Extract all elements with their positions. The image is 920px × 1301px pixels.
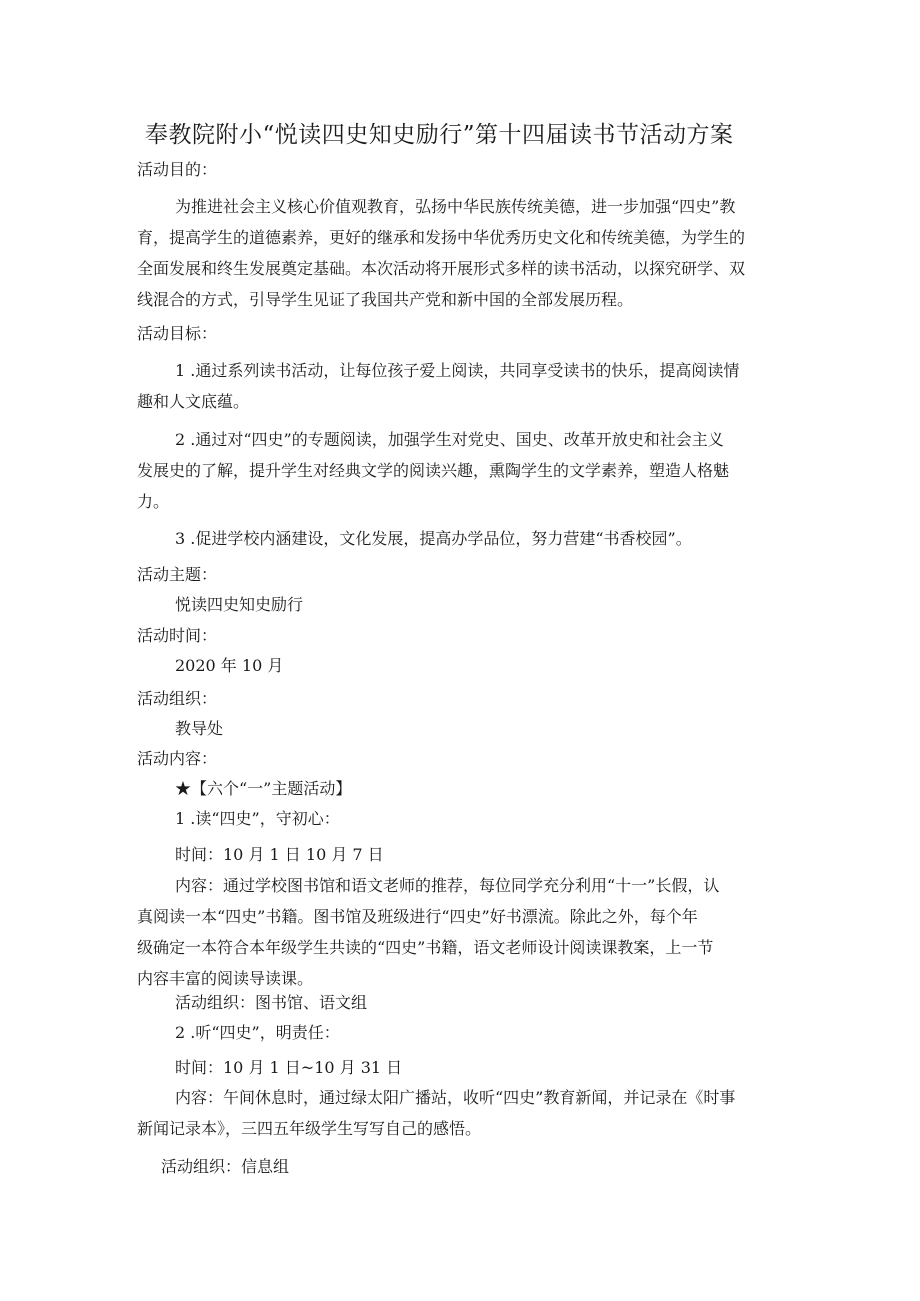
activity-2-title: 2 .听“四史”，明责任： bbox=[175, 1023, 340, 1042]
goal-1-line: 1 .通过系列读书活动，让每位孩子爱上阅读，共同享受读书的快乐，提高阅读情 bbox=[175, 361, 740, 380]
activity-2-time: 时间：10 月 1 日~10 月 31 日 bbox=[175, 1058, 403, 1077]
activity-1-title: 1 .读“四史”，守初心： bbox=[175, 809, 340, 828]
organizer-heading: 活动组织： bbox=[137, 689, 218, 708]
activity-1-content-line: 内容丰富的阅读导读课。 bbox=[137, 969, 314, 988]
activity-2-content-line: 内容：午间休息时，通过绿太阳广播站，收听“四史”教育新闻，并记录在《时事 bbox=[175, 1088, 736, 1107]
activity-1-content-line: 真阅读一本“四史”书籍。图书馆及班级进行“四史”好书漂流。除此之外，每个年 bbox=[137, 907, 698, 926]
activity-1-org: 活动组织：图书馆、语文组 bbox=[175, 993, 368, 1012]
activity-2-content-line: 新闻记录本》，三四五年级学生写写自己的感悟。 bbox=[137, 1119, 482, 1138]
purpose-line: 线混合的方式，引导学生见证了我国共产党和新中国的全部发展历程。 bbox=[137, 290, 634, 309]
goal-2-line: 2 .通过对“四史”的专题阅读，加强学生对党史、国史、改革开放史和社会主义 bbox=[175, 430, 724, 449]
time-value: 2020 年 10 月 bbox=[175, 656, 284, 675]
content-heading: 活动内容： bbox=[137, 749, 218, 768]
theme-heading: 活动主题： bbox=[137, 565, 218, 584]
activity-1-content-line: 级确定一本符合本年级学生共读的“四史”书籍，语文老师设计阅读课教案，上一节 bbox=[137, 938, 714, 957]
goal-3-line: 3 .促进学校内涵建设，文化发展，提高办学品位，努力营建“书香校园”。 bbox=[175, 529, 692, 548]
time-heading: 活动时间： bbox=[137, 626, 218, 645]
goal-2-line: 力。 bbox=[137, 492, 170, 511]
star-heading: ★【六个“一”主题活动】 bbox=[175, 779, 352, 798]
goal-1-line: 趣和人文底蕴。 bbox=[137, 392, 250, 411]
goal-2-line: 发展史的了解，提升学生对经典文学的阅读兴趣，熏陶学生的文学素养，塑造人格魅 bbox=[137, 461, 730, 480]
activity-1-content-line: 内容：通过学校图书馆和语文老师的推荐，每位同学充分利用“十一”长假，认 bbox=[175, 876, 720, 895]
purpose-line: 全面发展和终生发展奠定基础。本次活动将开展形式多样的读书活动，以探究研学、双 bbox=[137, 259, 746, 278]
organizer-value: 教导处 bbox=[175, 719, 224, 738]
purpose-line: 育，提高学生的道德素养，更好的继承和发扬中华优秀历史文化和传统美德，为学生的 bbox=[137, 228, 746, 247]
theme-value: 悦读四史知史励行 bbox=[175, 595, 304, 614]
document-title: 奉教院附小“悦读四史知史励行”第十四届读书节活动方案 bbox=[145, 122, 734, 148]
activity-2-org: 活动组织：信息组 bbox=[161, 1157, 290, 1176]
activity-1-time: 时间：10 月 1 日 10 月 7 日 bbox=[175, 845, 384, 864]
goals-heading: 活动目标： bbox=[137, 324, 218, 343]
purpose-line: 为推进社会主义核心价值观教育，弘扬中华民族传统美德，进一步加强“四史”教 bbox=[175, 197, 736, 216]
purpose-heading: 活动目的： bbox=[137, 160, 218, 179]
